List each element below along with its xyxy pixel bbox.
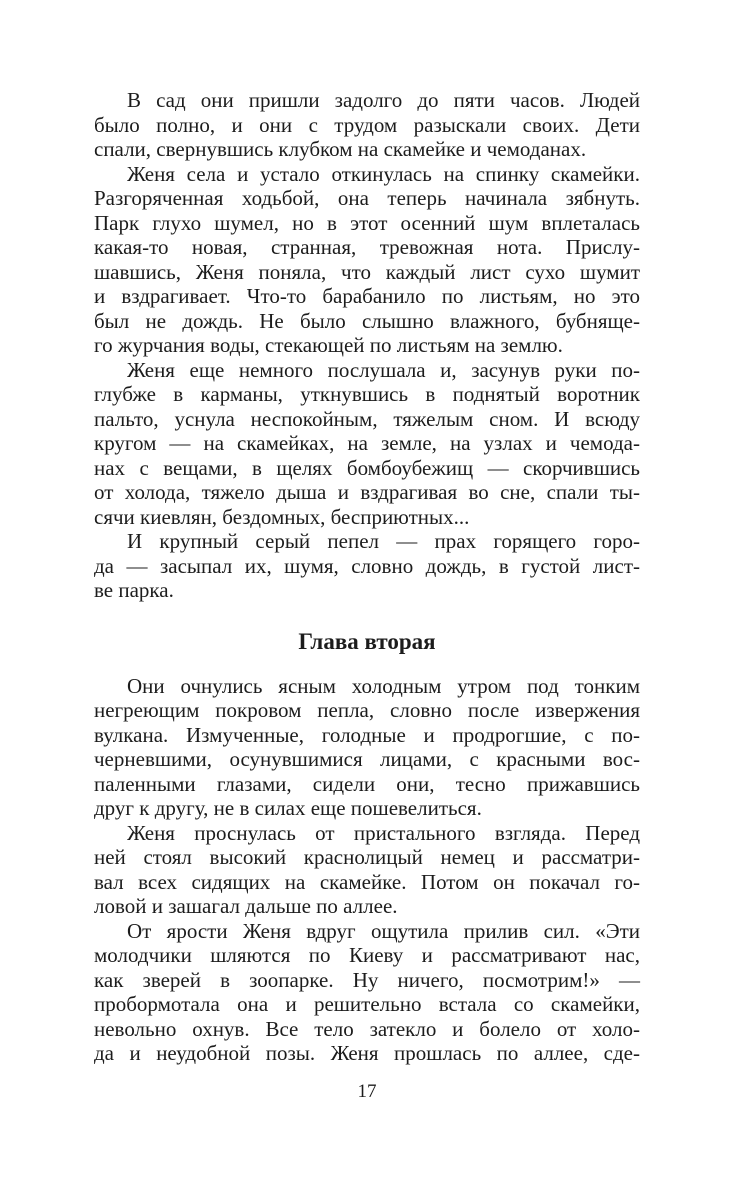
text-line: В сад они пришли задолго до пяти часов. Людей [127, 88, 640, 112]
text-line: пальто, уснула неспокойным, тяжелым сном. И всюду [94, 406, 640, 431]
text-line: паленными глазами, сидели они, тесно прижавшись [94, 771, 640, 796]
text-line: Женя еще немного послушала и, засунув руки по- [127, 357, 640, 382]
text-line: от холода, тяжело дыша и вздрагивая во сне, спали ты- [94, 480, 640, 504]
text-line: и вздрагивает. Что-то барабанило по листьям, но это [94, 284, 640, 308]
text-column [94, 88, 640, 1066]
text-line: го журчания воды, стекающей по листьям на землю. [94, 333, 563, 357]
paragraph [94, 162, 640, 358]
text-line: был не дождь. Не было слышно влажного, бубняще- [94, 308, 640, 333]
text-line: негреющим покровом пепла, словно после извержения [94, 698, 640, 722]
text-line: пробормотала она и решительно встала со скамейки, [94, 992, 640, 1016]
text-line: невольно охнув. Все тело затекло и болело от холо- [94, 1016, 640, 1041]
text-line: шавшись, Женя поняла, что каждый лист сухо шумит [94, 259, 640, 284]
text-line: ве парка. [94, 578, 174, 602]
text-line: какая-то новая, странная, тревожная нота. Прислу- [94, 235, 640, 259]
text-line: нах с вещами, в щелях бомбоубежищ — скорчившись [94, 455, 640, 480]
text-line: ней стоял высокий краснолицый немец и рассматри- [94, 845, 640, 869]
text-line: Парк глухо шумел, но в этот осенний шум вплеталась [94, 210, 640, 235]
chapter-heading: Глава вторая [298, 628, 436, 654]
text-line: вал всех сидящих на скамейке. Потом он покачал го- [94, 869, 640, 894]
paragraph [94, 358, 640, 530]
text-line: молодчики шляются по Киеву и рассматривают нас, [94, 943, 640, 967]
text-line: спали, свернувшись клубком на скамейке и чемоданах. [94, 137, 587, 161]
paragraph [94, 674, 640, 821]
text-line: сячи киевлян, бездомных, бесприютных... [94, 504, 470, 529]
text-line: глубже в карманы, уткнувшись в поднятый воротник [94, 382, 640, 406]
page-number: 17 [357, 1081, 377, 1102]
text-line: друг к другу, не в силах еще пошевелиться. [94, 796, 482, 820]
paragraph [94, 821, 640, 919]
paragraph [94, 529, 640, 603]
paragraph [94, 919, 640, 1066]
text-line: вулкана. Измученные, голодные и продрогшие, с по- [94, 722, 640, 747]
text-line: И крупный серый пепел — прах горящего горо- [127, 529, 640, 553]
paragraph [94, 88, 640, 162]
text-line: да и неудобной позы. Женя прошлась по аллее, сде- [94, 1041, 640, 1065]
text-line: Женя проснулась от пристального взгляда. Перед [127, 820, 640, 845]
text-line: кругом — на скамейках, на земле, на узлах и чемода- [94, 431, 640, 455]
text-line: От ярости Женя вдруг ощутила прилив сил. «Эти [127, 918, 640, 943]
text-line: как зверей в зоопарке. Ну ничего, посмотрим!» — [94, 967, 640, 992]
text-line: да — засыпал их, шумя, словно дождь, в густой лист- [94, 553, 640, 578]
text-line: ловой и зашагал дальше по аллее. [94, 894, 398, 918]
text-line: было полно, и они с трудом разыскали своих. Дети [94, 112, 640, 137]
text-line: Разгоряченная ходьбой, она теперь начинала зябнуть. [94, 186, 640, 210]
text-line: Они очнулись ясным холодным утром под тонким [127, 673, 640, 698]
text-line: Женя села и устало откинулась на спинку скамейки. [127, 161, 640, 186]
text-line: черневшими, осунувшимися лицами, с красными вос- [94, 747, 640, 771]
